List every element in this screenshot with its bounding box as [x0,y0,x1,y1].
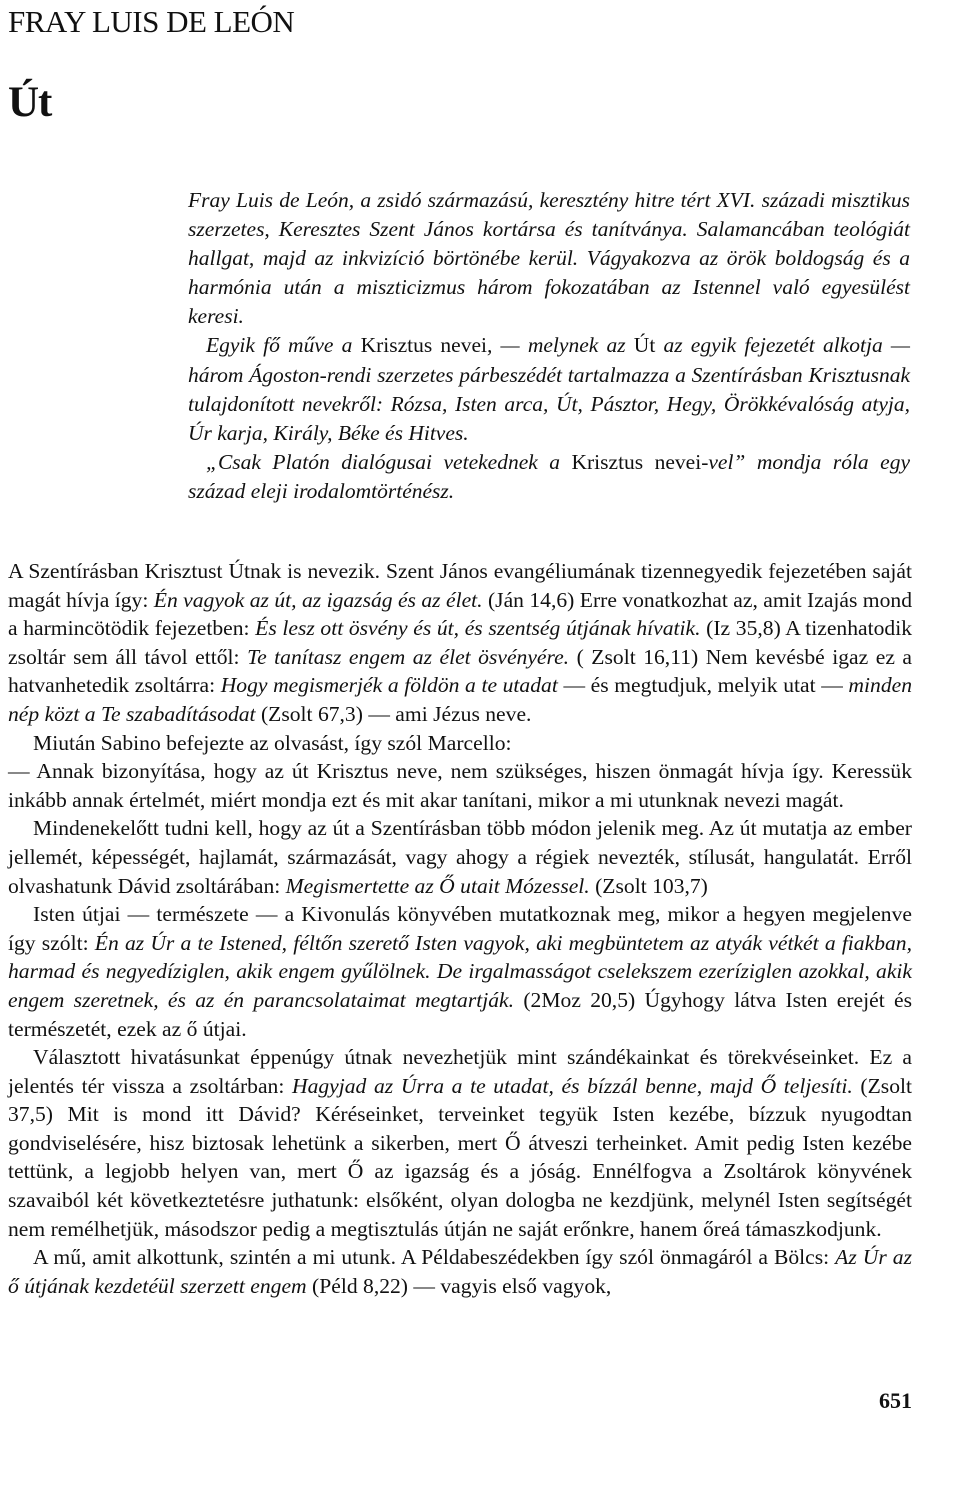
main-text [8,557,912,1300]
body-text: (Iz 35,8) A tizenhatodik zsoltár sem áll távol ettől: [8,616,912,669]
body-text: Mindenekelőtt tudni kell, hogy az út a Szentírásban több módon jelenik meg. Az út mutatja az ember jellemét, képességét, hajlamát, származását, vagy ahogy a régiek nevezték, stílusát, hangulatát. Erről olvashatunk Dávid zsoltárában: [8,816,912,898]
body-paragraph: — Annak bizonyítása, hogy az út Krisztus neve, nem szükséges, hiszen önmagát hívja így. Keressük inkább annak értelmét, miért mondja ezt és mit akar tanítani, mikor a mi utunknak nevezi magát. [8,759,912,812]
body-text: (2Moz 20,5) Úgyhogy látva Isten erejét és természetét, ezek az ő útjai. [8,987,912,1041]
page-number: 651 [879,1388,912,1413]
intro-paragraph [188,331,910,447]
body-text: Isten útjai — természete — a Kivonulás könyvében mutatkoznak meg, mikor a hegyen megjelenve így szólt: [8,902,912,955]
body-paragraph [8,1243,912,1300]
body-text: ( Zsolt 16,11) Nem kevésbé igaz ez a hatvanhetedik zsoltárra: [8,644,913,698]
book-title: Krisztus nevei [360,333,487,358]
chapter-reference: Út [633,333,656,358]
scripture-quote: Hogy megismerjék a földön a te utadat [220,673,558,698]
body-text: (Zsolt 37,5) Mit is mond itt Dávid? Kéréseinket, terveinket tegyük Isten kezébe, bízzuk nyugodtan gondviselésére, hisz biztosak lehetünk a sikerben, mert Ő átveszi terheinket. Amit pedig Isten kezébe tettünk, a legjobb helyen van, mert Ő az igazság és a jóság. Ennélfogva a Zsoltárok könyvének szavaiból két következtetésre juthatunk: elsőként, olyan dologba ne kezdjünk, melynél Isten segítségét nem remélhetjük, másodszor pedig a megtisztulás útján ne saját erőnkre, hanem őreá támaszkodjunk. [8,1073,912,1241]
body-text: — és megtudjuk, melyik utat — [557,673,849,698]
scripture-quote: Én az Úr a te Istened, féltőn szerető Isten vagyok, aki megbüntetem az atyák vétkét a fiakban, harmad és negyedíziglen, akik engem gyűlölnek. De irgalmasságot cselekszem ezeríziglen azokkal, akik engem szeretnek, és az én parancsolataimat megtartják. [8,930,912,1012]
scripture-quote: Én vagyok az út, az igazság és az élet. [153,587,483,612]
scripture-quote: minden nép közt a Te szabadításodat [8,673,912,726]
body-text: (Ján 14,6) Erre vonatkozhat az, amit Izajás mond a harmincötödik fejezetben: [8,587,912,641]
chapter-title: Út [8,79,52,126]
body-paragraph [8,814,912,900]
scripture-quote: Hagyjad az Úrra a te utadat, és bízzál benne, majd Ő teljesíti. [291,1073,853,1098]
author-heading: FRAY LUIS DE LEÓN [8,4,295,39]
scripture-quote: Te tanítasz engem az élet ösvényére. [247,644,570,669]
body-text: (Zsolt 67,3) — ami Jézus neve. [255,701,532,726]
intro-text: Egyik fő műve a [206,333,361,358]
intro-paragraph: Fray Luis de León, a zsidó származású, keresztény hitre tért XVI. századi misztikus szerzetes, Keresztes Szent János kortársa és tanítványa. Salamancában teológiát hallgat, majd az inkvizíció börtönébe kerül. Vágyakozva az örök boldogság és a harmónia után a miszticizmus három fokozatában az Istennel való egyesülést keresi. [188,188,910,329]
intro-text: , — melynek az [486,333,634,358]
scripture-quote: Megismertette az Ő utait Mózessel. [285,873,590,898]
scripture-quote: És lesz ott ösvény és út, és szentség útjának hívatik. [255,616,701,641]
intro-paragraph [188,448,910,506]
body-paragraph: Miután Sabino befejezte az olvasást, így szól Marcello: [33,730,512,755]
body-text: Választott hivatásunkat éppenúgy útnak nevezhetjük mint szándékainkat és törekvéseinket. Ez a jelentés tér vissza a zsoltárban: [8,1045,912,1098]
body-text: A mű, amit alkottunk, szintén a mi utunk. A Példabeszédekben így szól önmagáról a Bölcs: [33,1245,836,1270]
body-paragraph [8,557,912,729]
book-title: Krisztus nevei [571,449,702,474]
body-text: (Zsolt 103,7) [589,873,708,898]
intro-text: „Csak Platón dialógusai vetekednek a [206,449,572,474]
scripture-quote: Az Úr az ő útjának kezdetéül szerzett engem [8,1245,912,1298]
body-paragraph [8,1043,912,1243]
body-text: (Péld 8,22) — vagyis első vagyok, [306,1273,612,1298]
body-paragraph [8,900,912,1043]
body-text: A Szentírásban Krisztust Útnak is nevezik. Szent János evangéliumának tizennegyedik fejezetében saját magát hívja így: [8,559,912,612]
introduction [188,186,910,506]
intro-text: az egyik fejezetét alkotja — három Ágoston-rendi szerzetes párbeszédét tartalmazza a Szentírásban Krisztusnak tulajdonított nevekről: Rózsa, Isten arca, Út, Pásztor, Hegy, Örökkévalóság atyja, Úr karja, Király, Béke és Hitves. [188,333,911,445]
intro-text: -vel” mondja róla egy század eleji irodalomtörténész. [188,449,910,503]
